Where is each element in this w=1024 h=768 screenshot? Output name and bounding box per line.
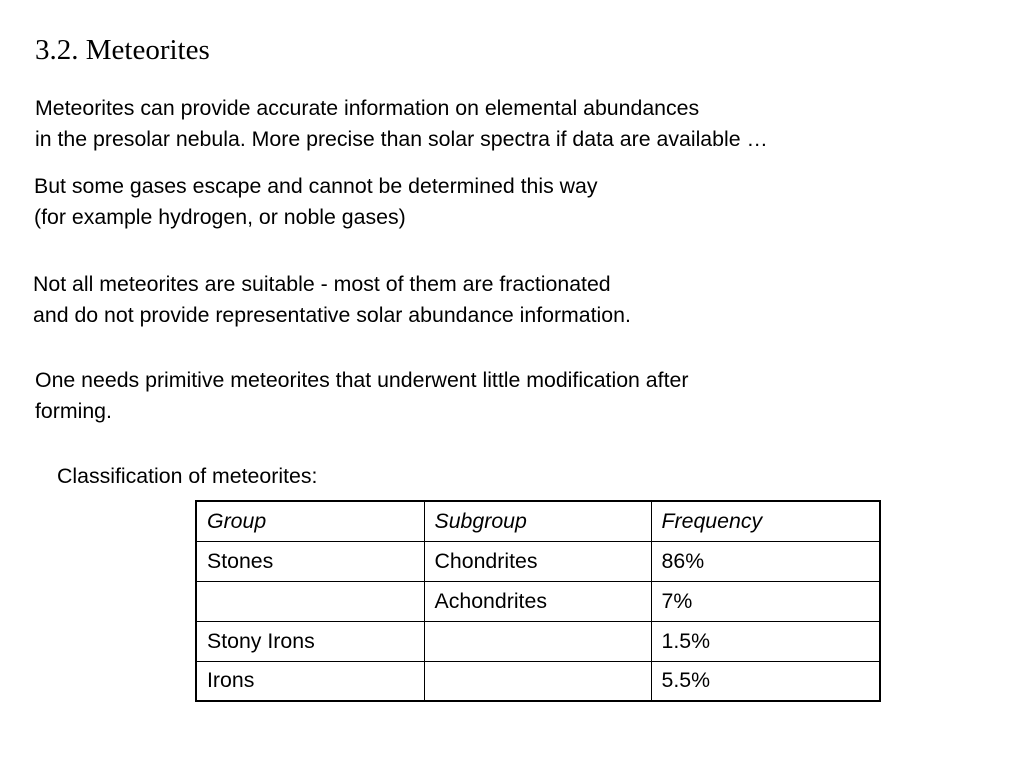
table-cell-subgroup <box>424 621 651 661</box>
paragraph-suitability <box>33 269 631 331</box>
paragraph-line: and do not provide representative solar abundance information. <box>33 303 631 327</box>
paragraph-line: in the presolar nebula. More precise than solar spectra if data are available … <box>35 127 768 151</box>
paragraph-line: (for example hydrogen, or noble gases) <box>34 205 406 229</box>
table-cell-group: Irons <box>196 661 424 701</box>
caption-text: Classification of meteorites: <box>57 464 318 488</box>
slide-title: 3.2. Meteorites <box>35 34 210 66</box>
table-cell-group: Stones <box>196 541 424 581</box>
paragraph-line: One needs primitive meteorites that underwent little modification after <box>35 368 689 392</box>
paragraph-line: Meteorites can provide accurate information on elemental abundances <box>35 96 700 120</box>
table-cell-subgroup: Chondrites <box>424 541 651 581</box>
table-cell-frequency: 7% <box>651 581 880 621</box>
table-cell-frequency: 5.5% <box>651 661 880 701</box>
paragraph-line: But some gases escape and cannot be determined this way <box>34 174 598 198</box>
table-cell-group: Stony Irons <box>196 621 424 661</box>
table-row <box>196 621 880 661</box>
table-caption <box>57 461 317 492</box>
header-cell-frequency: Frequency <box>651 501 880 541</box>
classification-table <box>195 500 881 702</box>
table-row <box>196 661 880 701</box>
paragraph-line: forming. <box>35 399 112 423</box>
table-cell-subgroup: Achondrites <box>424 581 651 621</box>
table-cell-frequency: 86% <box>651 541 880 581</box>
header-cell-subgroup: Subgroup <box>424 501 651 541</box>
paragraph-abundances <box>35 93 768 155</box>
table-row <box>196 541 880 581</box>
table-cell-frequency: 1.5% <box>651 621 880 661</box>
classification-table-container <box>195 500 881 702</box>
table-row <box>196 581 880 621</box>
paragraph-line: Not all meteorites are suitable - most of them are fractionated <box>33 272 611 296</box>
table-header-row <box>196 501 880 541</box>
table-cell-group <box>196 581 424 621</box>
paragraph-primitive <box>35 365 688 427</box>
table-cell-subgroup <box>424 661 651 701</box>
paragraph-gases <box>34 171 598 233</box>
header-cell-group: Group <box>196 501 424 541</box>
